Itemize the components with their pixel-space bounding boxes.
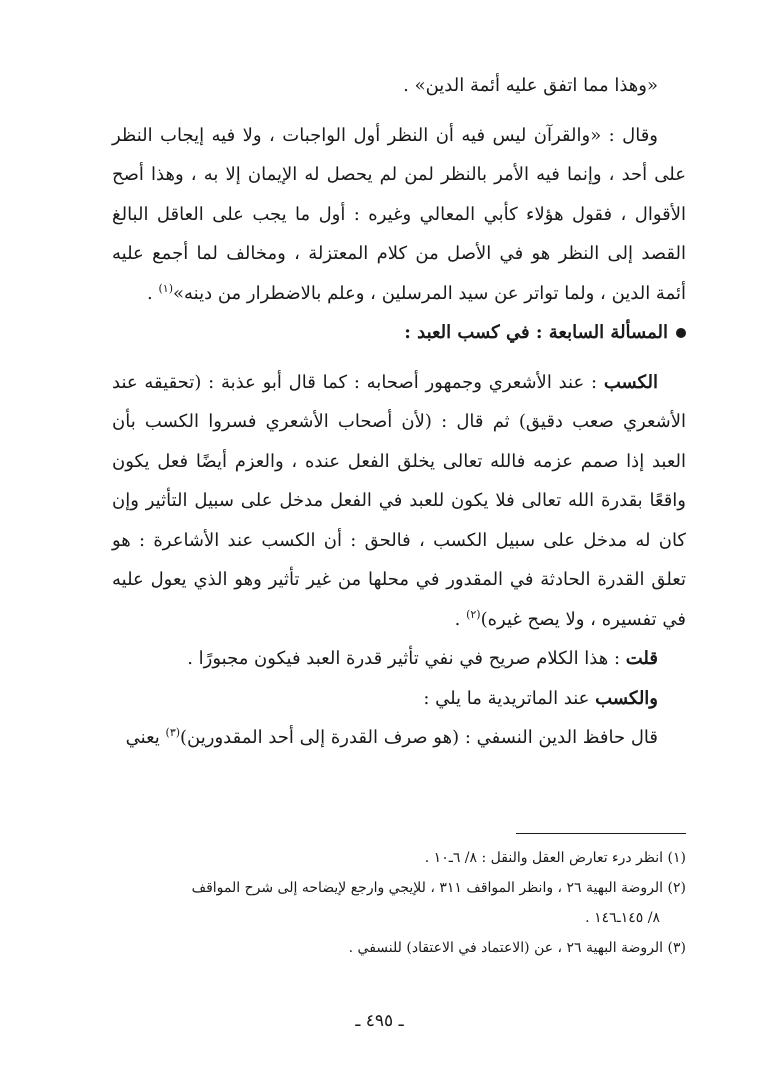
heading-text: المسألة السابعة : في كسب العبد : [404,322,668,343]
paragraph-kasb: الكسب : عند الأشعري وجمهور أصحابه : كما قال أبو عذبة : (تحقيقه عند الأشعري صعب دقيق) ثم قال : (لأن أصحاب الأشعري فسروا الكسب بأن العبد إذا صمم عزمه فالله تعالى يخلق الفعل عنده ، والعزم أيضًا فعل يكون واقعًا بقدرة الله تعالى فلا يكون للعبد في الفعل مدخل على سبيل التأثير وإن كان له مدخل على سبيل الكسب ، فالحق : أن الكسب عند الأشاعرة : هو تعلق القدرة الحادثة في المقدور في محلها من غير تأثير وهو الذي يعول عليه في تفسيره ، ولا يصح غيره)$^{(٢)}$ . [112,371,686,630]
main-text [112,66,686,758]
paragraph-text: عند الماتريدية ما يلي : [423,687,596,709]
section-heading [112,313,686,353]
lead-term: قلت [625,648,658,669]
footnotes [112,843,686,963]
lead-term: الكسب [603,371,658,393]
footnote-ref[interactable]: (٣) [165,726,181,739]
paragraph-comment [112,639,686,679]
footnote-2-continuation: ٨/ ١٤٥ـ١٤٦ . [585,910,660,926]
paragraph-maturidiyya [112,679,686,719]
footnote-2: (٢) الروضة البهية ٢٦ ، وانظر المواقف ٣١١ ، للإيجي وارجع لإيضاحه إلى شرح المواقف [191,880,686,896]
paragraph-text: : هذا الكلام صريح في نفي تأثير قدرة العبد فيكون مجبورًا . [187,648,626,669]
bullet-icon [676,328,686,338]
lead-term: والكسب [595,687,658,709]
footnote-ref[interactable]: (٢) [466,607,481,621]
footnote-1: (١) انظر درء تعارض العقل والنقل : ٨/ ٦ـ١٠ . [424,850,686,866]
page-number: ـ ٤٩٥ ـ [355,1011,404,1031]
paragraph-nasafi: قال حافظ الدين النسفي : (هو صرف القدرة إلى أحد المقدورين)$^{(٣)}$ يعني [125,726,658,748]
paragraph-quote: وقال : «والقرآن ليس فيه أن النظر أول الواجبات ، ولا فيه إيجاب النظر على أحد ، وإنما فيه الأمر بالنظر لمن لم يحصل له الإيمان إلا به ، وهذا أصح الأقوال ، فقول هؤلاء كأبي المعالي وغيره : أول ما يجب على العاقل البالغ القصد إلى النظر هو في الأصل من كلام المعتزلة ، ومخالف لما أجمع عليه أئمة الدين ، ولما تواتر عن سيد المرسلين ، وعلم بالاضطرار من دينه»$^{(١)}$ . [112,124,686,304]
paragraph-text: وقال : «والقرآن ليس فيه أن النظر أول الواجبات ، ولا فيه إيجاب النظر على أحد ، وإنما فيه الأمر بالنظر لمن لم يحصل له الإيمان إلا به ، وهذا أصح الأقوال ، فقول هؤلاء كأبي المعالي وغيره : أول ما يجب على العاقل البالغ القصد إلى النظر هو في الأصل من كلام المعتزلة ، ومخالف لما أجمع عليه أئمة الدين ، ولما تواتر عن سيد المرسلين ، وعلم بالاضطرار من دينه» [112,124,686,304]
paragraph-quote-end [112,66,686,106]
paragraph-text: «وهذا مما اتفق عليه أئمة الدين» . [403,75,658,96]
page-body [112,66,686,758]
footnote-3: (٣) الروضة البهية ٢٦ ، عن (الاعتماد في الاعتقاد) للنسفي . [348,940,686,956]
footnote-ref[interactable]: (١) [158,281,174,295]
paragraph-text: قال حافظ الدين النسفي : (هو صرف القدرة إلى أحد المقدورين) [180,727,658,748]
footnote-separator [516,833,686,834]
paragraph-text: : عند الأشعري وجمهور أصحابه : كما قال أبو عذبة : (تحقيقه عند الأشعري صعب دقيق) ثم قال : (لأن أصحاب الأشعري فسروا الكسب بأن العبد إذا صمم عزمه فالله تعالى يخلق الفعل عنده ، والعزم أيضًا فعل يكون واقعًا بقدرة الله تعالى فلا يكون للعبد في الفعل مدخل على سبيل التأثير وإن كان له مدخل على سبيل الكسب ، فالحق : أن الكسب عند الأشاعرة : هو تعلق القدرة الحادثة في المقدور في محلها من غير تأثير وهو الذي يعول عليه في تفسيره ، ولا يصح غيره) [112,371,686,630]
